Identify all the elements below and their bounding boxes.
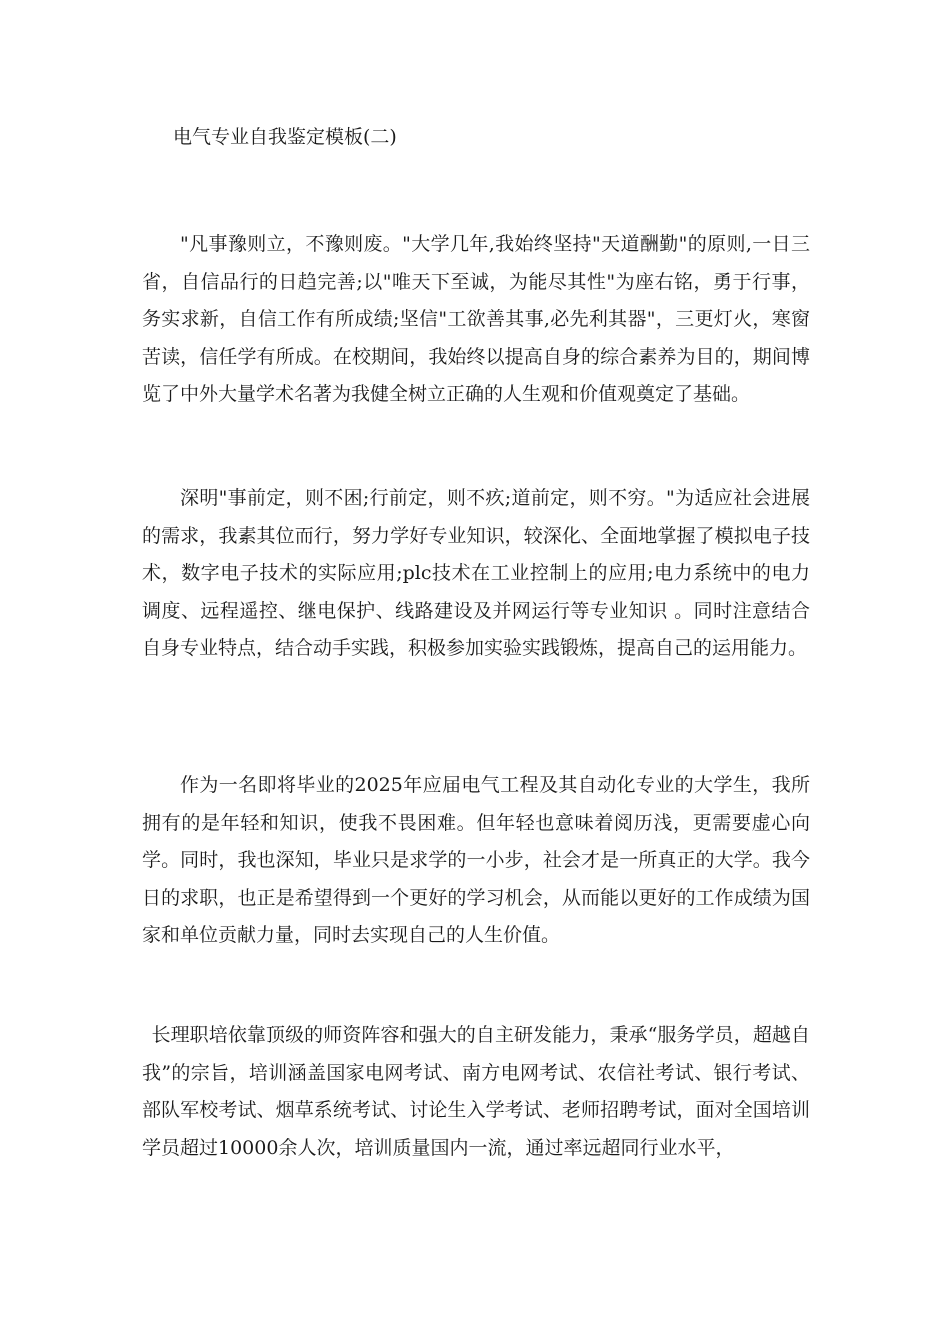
document-title: 电气专业自我鉴定模板(二) (173, 126, 397, 148)
paragraph-2: 深明"事前定，则不困;行前定，则不疚;道前定，则不穷。"为适应社会进展的需求，我素其位而行，努力学好专业知识，较深化、全面地掌握了模拟电子技术，数字电子技术的实际应用;plc技术在工业控制上的应用;电力系统中的电力调度、远程遥控、继电保护、线路建设及并网运行等专业知识 。同时注意结合自身专业特点，结合动手实践，积极参加实验实践锻炼，提高自己的运用能力。 (142, 487, 810, 659)
paragraph-3: 作为一名即将毕业的2025年应届电气工程及其自动化专业的大学生，我所拥有的是年轻和知识，使我不畏困难。但年轻也意味着阅历浅，更需要虚心向学。同时，我也深知，毕业只是求学的一小步，社会才是一所真正的大学。我今日的求职，也正是希望得到一个更好的学习机会，从而能以更好的工作成绩为国家和单位贡献力量，同时去实现自己的人生价值。 (142, 774, 810, 946)
paragraph-4: 长理职培依靠顶级的师资阵容和强大的自主研发能力，秉承“服务学员，超越自我”的宗旨，培训涵盖国家电网考试、南方电网考试、农信社考试、银行考试、部队军校考试、烟草系统考试、讨论生入学考试、老师招聘考试，面对全国培训学员超过10000余人次，培训质量国内一流，通过率远超同行业水平， (142, 1024, 810, 1159)
paragraph-1: "凡事豫则立，不豫则废。"大学几年,我始终坚持"天道酬勤"的原则,一日三省，自信品行的日趋完善;以"唯天下至诚，为能尽其性"为座右铭，勇于行事，务实求新，自信工作有所成绩;坚信"工欲善其事,必先利其器"，三更灯火，寒窗苦读，信任学有所成。在校期间，我始终以提高自身的综合素养为目的，期间博览了中外大量学术名著为我健全树立正确的人生观和价值观奠定了基础。 (142, 233, 810, 405)
